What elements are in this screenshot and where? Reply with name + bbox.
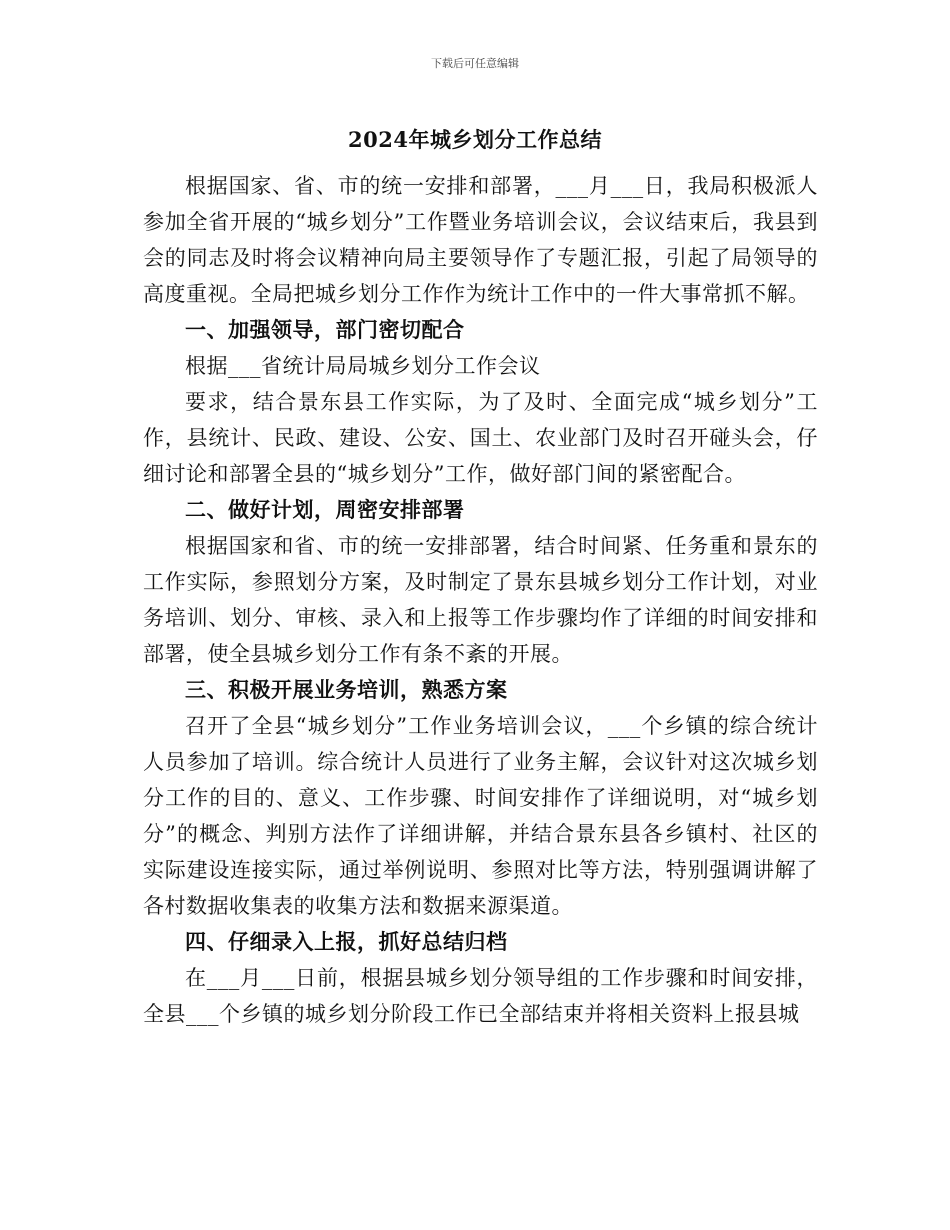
document-body — [143, 168, 818, 1032]
section-heading-4: 四、仔细录入上报，抓好总结归档 — [185, 929, 508, 954]
section-heading-3: 三、积极开展业务培训，熟悉方案 — [185, 677, 508, 702]
paragraph-1a: 根据___省统计局局城乡划分工作会议 — [185, 354, 541, 378]
paragraph-4: 在___月___日前，根据县城乡划分领导组的工作步骤和时间安排，全县___个乡镇的城乡划分阶段工作已全部结束并将相关资料上报县城 — [143, 966, 818, 1026]
paragraph-2: 根据国家和省、市的统一安排部署，结合时间紧、任务重和景东的工作实际，参照划分方案，及时制定了景东县城乡划分工作计划，对业务培训、划分、审核、录入和上报等工作步骤均作了详细的时间安排和部署，使全县城乡划分工作有条不紊的开展。 — [143, 534, 818, 666]
section-heading-1: 一、加强领导，部门密切配合 — [185, 317, 465, 342]
paragraph-1b: 要求，结合景东县工作实际，为了及时、全面完成“城乡划分”工作，县统计、民政、建设、公安、国土、农业部门及时召开碰头会，仔细讨论和部署全县的“城乡划分”工作，做好部门间的紧密配合。 — [143, 390, 818, 486]
paragraph-intro: 根据国家、省、市的统一安排和部署，___月___日，我局积极派人参加全省开展的“城乡划分”工作暨业务培训会议，会议结束后，我县到会的同志及时将会议精神向局主要领导作了专题汇报，引起了局领导的高度重视。全局把城乡划分工作作为统计工作中的一件大事常抓不解。 — [143, 174, 818, 306]
header-note: 下载后可任意编辑 — [431, 57, 519, 70]
paragraph-3: 召开了全县“城乡划分”工作业务培训会议，___个乡镇的综合统计人员参加了培训。综合统计人员进行了业务主解，会议针对这次城乡划分工作的目的、意义、工作步骤、时间安排作了详细说明，对“城乡划分”的概念、判别方法作了详细讲解，并结合景东县各乡镇村、社区的实际建设连接实际，通过举例说明、参照对比等方法，特别强调讲解了各村数据收集表的收集方法和数据来源渠道。 — [143, 714, 818, 918]
section-heading-2: 二、做好计划，周密安排部署 — [185, 497, 465, 522]
document-title: 2024年城乡划分工作总结 — [348, 127, 602, 152]
